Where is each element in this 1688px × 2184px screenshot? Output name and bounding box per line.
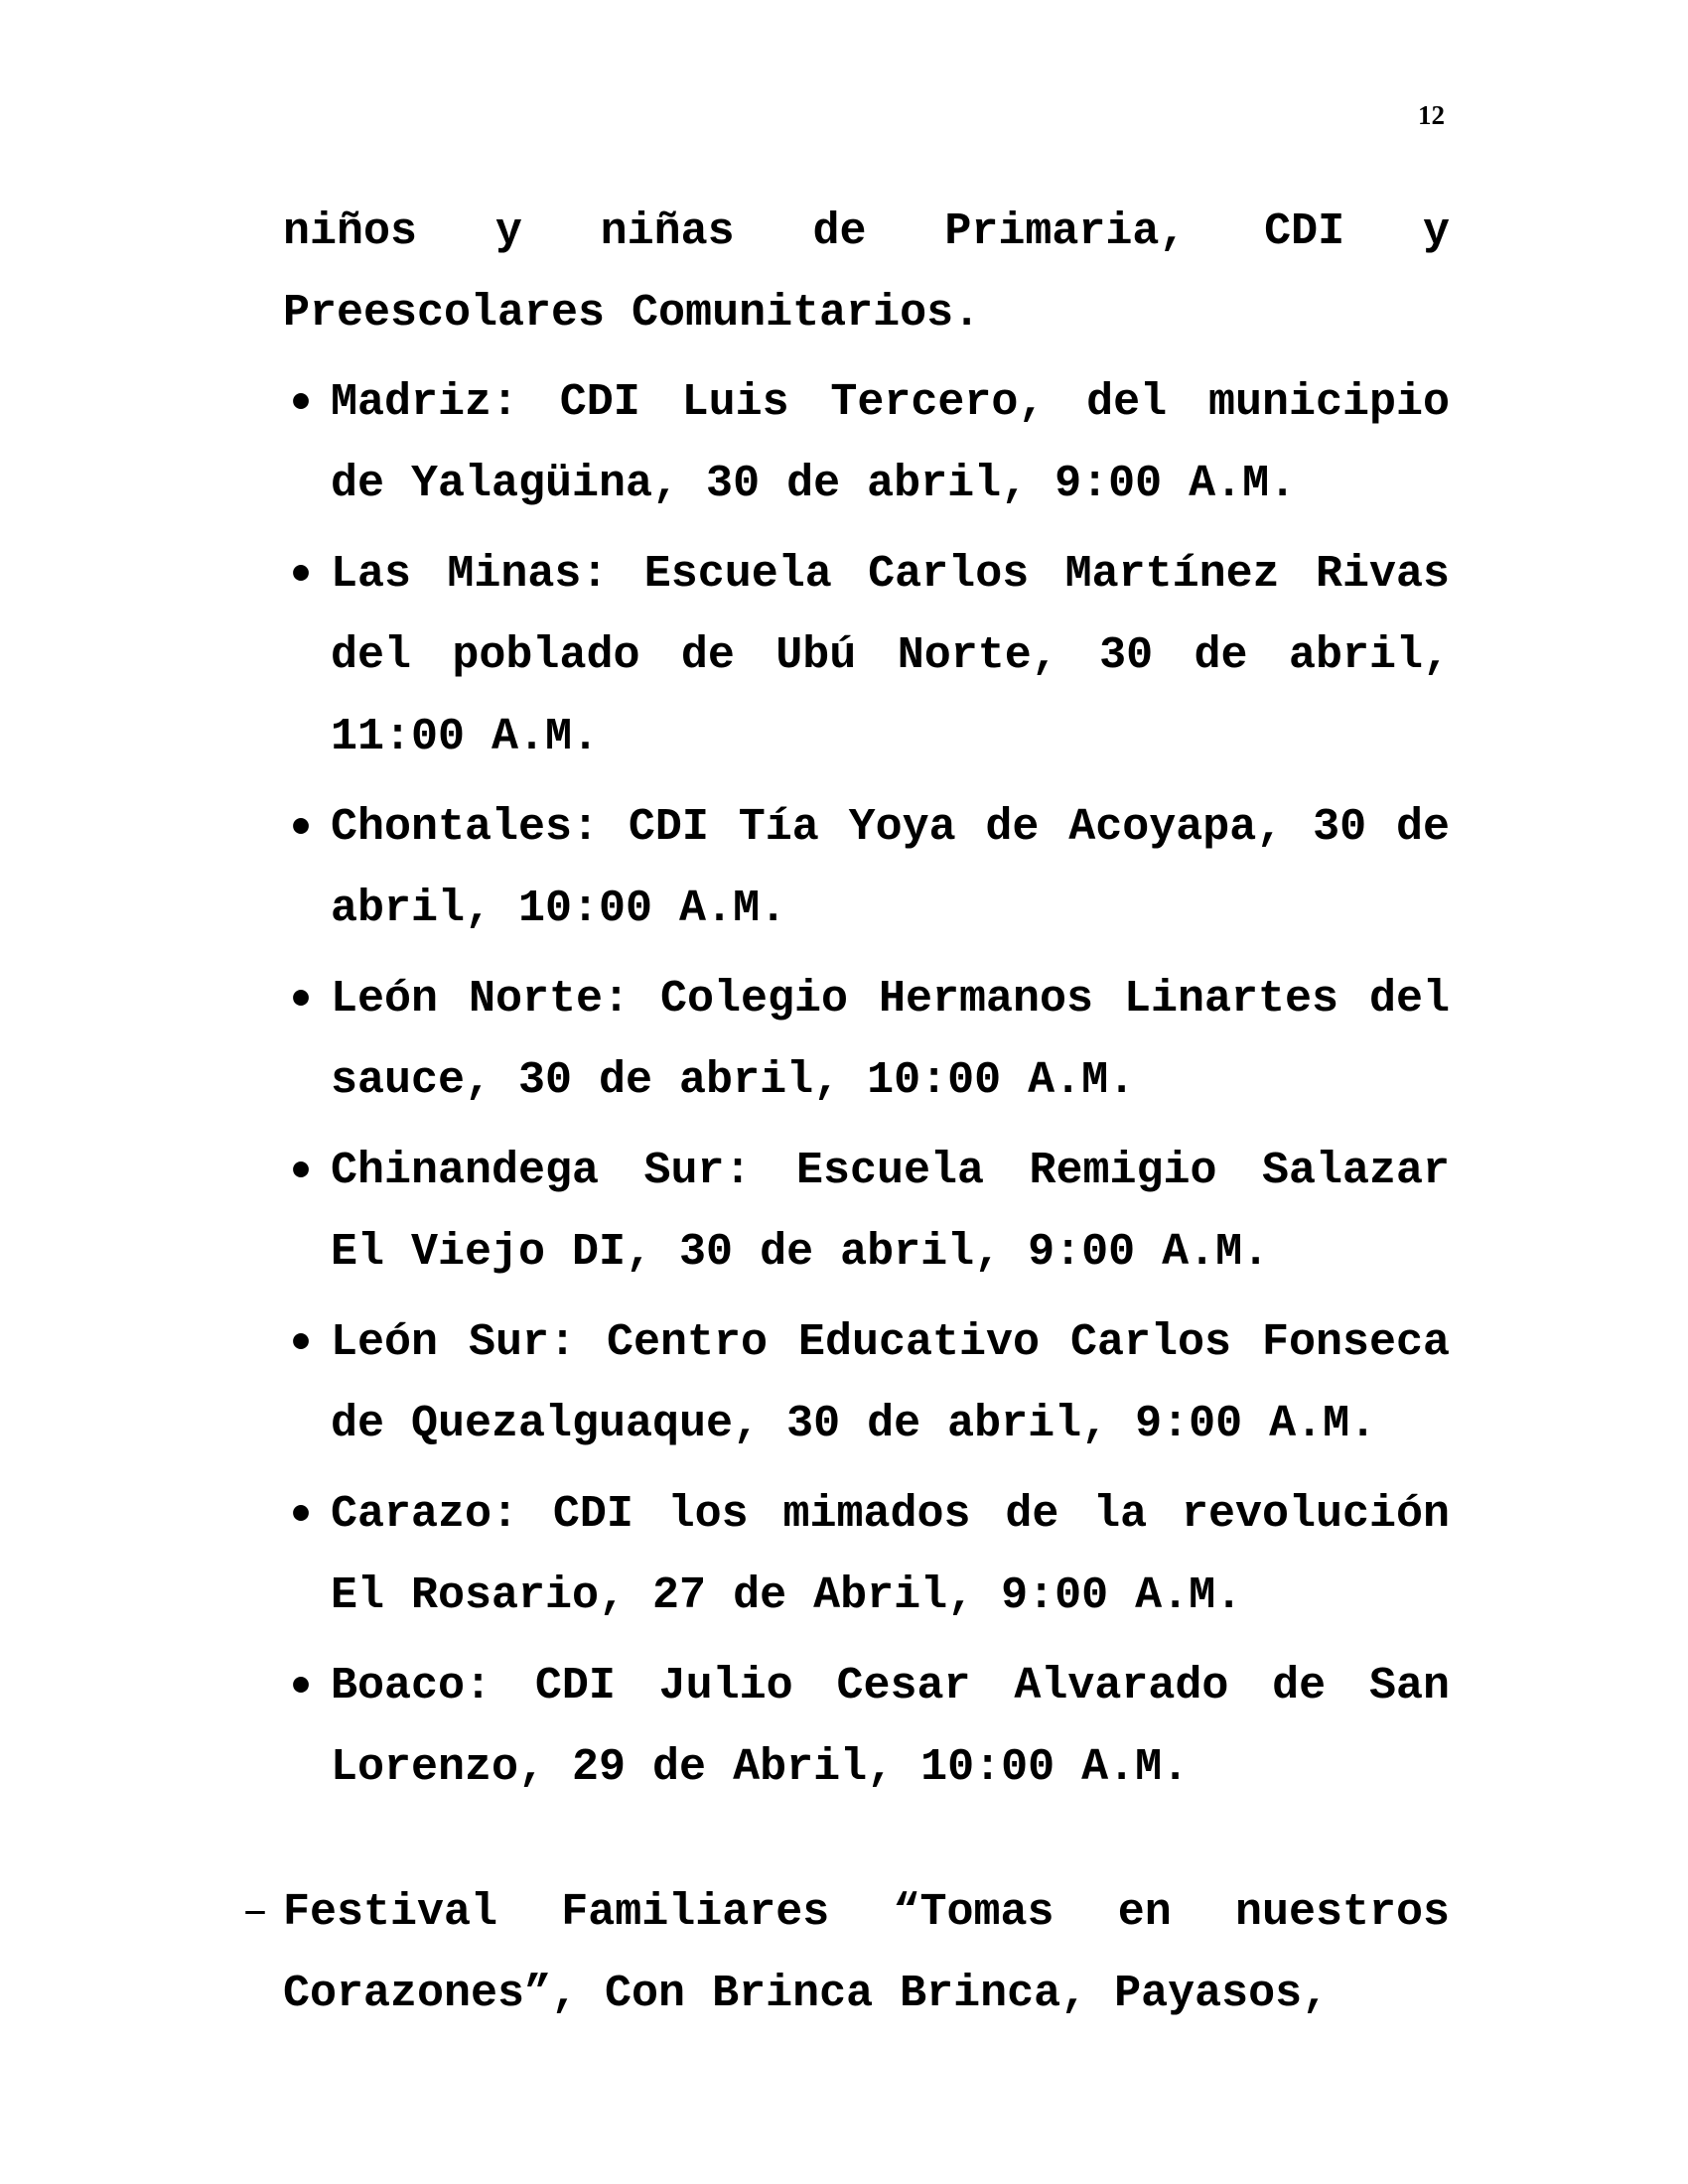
bullet-icon: • [286,973,316,1025]
festival-item [241,1872,1450,2035]
schedule-item [283,959,1450,1122]
schedule-item [283,1302,1450,1465]
schedule-item-text: Boaco: CDI Julio Cesar Alvarado de San Lorenzo, 29 de Abril, 10:00 A.M. [331,1661,1450,1793]
schedule-item [283,1131,1450,1294]
schedule-item-text: Chinandega Sur: Escuela Remigio Salazar El Viejo DI, 30 de abril, 9:00 A.M. [331,1146,1450,1278]
bullet-icon: • [286,1316,316,1369]
schedule-item [283,362,1450,525]
bullet-icon: • [286,801,316,854]
bullet-icon: • [286,1145,316,1197]
bullet-icon: • [286,1660,316,1712]
schedule-item [283,1646,1450,1809]
schedule-item-text: Madriz: CDI Luis Tercero, del municipio de Yalagüina, 30 de abril, 9:00 A.M. [331,377,1450,509]
festival-item-text: Festival Familiares “Tomas en nuestros Corazones”, Con Brinca Brinca, Payasos, [283,1887,1450,2019]
schedule-item-text: Chontales: CDI Tía Yoya de Acoyapa, 30 de abril, 10:00 A.M. [331,802,1450,934]
schedule-item [283,787,1450,950]
intro-paragraph: niños y niñas de Primaria, CDI y Preescolares Comunitarios. [283,206,1450,339]
schedule-item [283,534,1450,778]
schedule-item-text: Carazo: CDI los mimados de la revolución El Rosario, 27 de Abril, 9:00 A.M. [331,1489,1450,1621]
bullet-icon: • [286,548,316,601]
schedule-item-text: Las Minas: Escuela Carlos Martínez Rivas del poblado de Ubú Norte, 30 de abril, 11:00 A.M. [331,549,1450,762]
dash-icon: – [241,1887,269,1938]
schedule-list [283,362,1450,1809]
schedule-item-text: León Norte: Colegio Hermanos Linartes del sauce, 30 de abril, 10:00 A.M. [331,974,1450,1106]
document-body [241,192,1450,2035]
schedule-item-text: León Sur: Centro Educativo Carlos Fonseca de Quezalguaque, 30 de abril, 9:00 A.M. [331,1317,1450,1449]
bullet-icon: • [286,1488,316,1541]
schedule-item [283,1474,1450,1637]
bullet-icon: • [286,376,316,429]
page-number: 12 [1418,100,1445,130]
